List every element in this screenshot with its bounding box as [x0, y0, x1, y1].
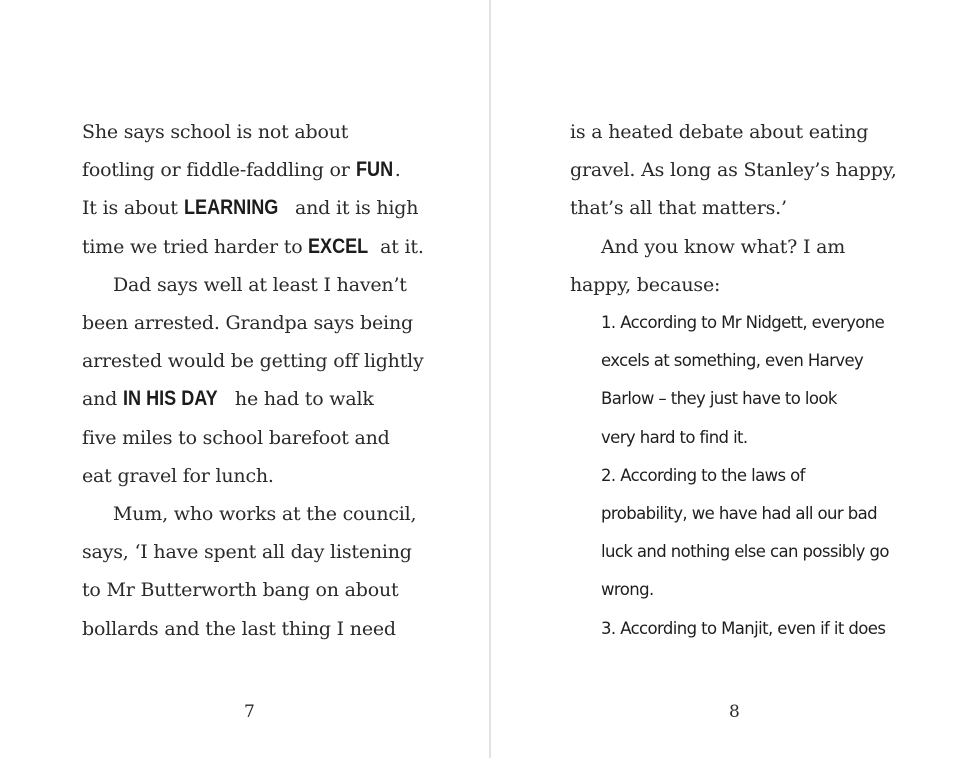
list-line: excels at something, even Harvey [601, 351, 864, 371]
list-line: probability, we have had all our bad [601, 504, 877, 524]
text-line: and IN HIS DAY he had to walk [82, 380, 442, 418]
list-line: 2. According to the laws of [601, 465, 805, 485]
text-line: Mum, who works at the council, [113, 503, 417, 526]
list-line: Barlow – they just have to look [601, 389, 837, 409]
text-line: footling or fiddle-faddling or FUN . [82, 151, 442, 189]
emphasis-word: EXCEL [308, 234, 369, 258]
page-number: 8 [729, 702, 740, 722]
right-page [491, 0, 980, 758]
text-line: arrested would be getting off lightly [82, 350, 424, 373]
text-line: It is about LEARNING and it is high [82, 189, 442, 227]
text-line: gravel. As long as Stanley’s happy, [570, 159, 897, 182]
list-line: wrong. [601, 580, 654, 600]
emphasis-word: IN HIS DAY [122, 387, 218, 411]
list-line: 1. According to Mr Nidgett, everyone [601, 313, 885, 333]
list-line: very hard to find it. [601, 427, 748, 447]
list-line: 3. According to Manjit, even if it does [601, 618, 886, 638]
text-line: eat gravel for lunch. [82, 464, 274, 487]
text-line: that’s all that matters.’ [570, 197, 787, 220]
text-line: is a heated debate about eating [570, 121, 869, 143]
text-line: been arrested. Grandpa says being [82, 312, 413, 335]
emphasis-word: LEARNING [183, 196, 278, 220]
text-line: bollards and the last thing I need [82, 617, 396, 640]
text-line: five miles to school barefoot and [82, 426, 390, 449]
list-line: luck and nothing else can possibly go [601, 542, 889, 562]
text-line: happy, because: [570, 273, 721, 296]
emphasis-word: FUN [355, 158, 393, 182]
text-line: to Mr Butterworth bang on about [82, 579, 399, 602]
text-line: Dad says well at least I haven’t [113, 273, 407, 296]
text-line: time we tried harder to EXCEL at it. [82, 228, 442, 266]
left-page-body [82, 113, 442, 648]
right-page-body [570, 113, 915, 648]
text-line: says, ‘I have spent all day listening [82, 541, 412, 564]
text-line: She says school is not about [82, 121, 349, 143]
text-line: And you know what? I am [601, 235, 846, 258]
page-number: 7 [244, 702, 255, 722]
